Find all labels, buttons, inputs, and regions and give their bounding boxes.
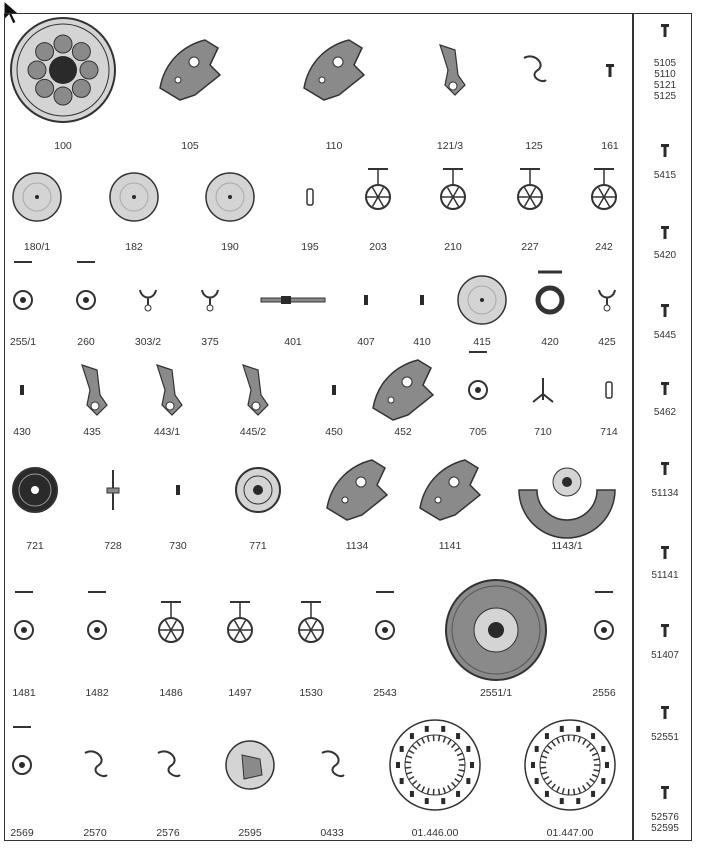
screw-number-label: 52576: [651, 812, 679, 823]
pin-icon: [22, 390, 23, 391]
parts-chart-frame: [4, 13, 692, 841]
screw-number-label: 5420: [653, 250, 677, 261]
part-number-label: 161: [601, 140, 619, 152]
plate-icon: [250, 765, 251, 766]
part-number-label: 2556: [592, 687, 616, 699]
wheel-icon: [171, 630, 172, 631]
bridge-icon: [403, 390, 404, 391]
clip-icon: [148, 300, 149, 301]
part-number-label: 303/2: [134, 336, 162, 348]
gear-icon: [385, 630, 386, 631]
part-number-label: 2595: [238, 827, 262, 839]
screw-icon: [610, 70, 611, 71]
screw-icon: [665, 310, 666, 311]
screw-icon: [665, 30, 666, 31]
day-disc-icon: [570, 765, 571, 766]
gear-icon: [604, 630, 605, 631]
movement-icon: [63, 70, 64, 71]
part-number-label: 728: [104, 540, 122, 552]
jewel-icon: [310, 197, 311, 198]
screw-number-label: 5121: [653, 80, 677, 91]
part-number-label: 450: [325, 426, 343, 438]
screw-number-label: 5110: [654, 69, 676, 80]
part-number-label: 105: [181, 140, 199, 152]
disc-icon: [37, 197, 38, 198]
screw-icon: [665, 630, 666, 631]
screws-column-divider: [632, 13, 634, 841]
part-number-label: 210: [444, 241, 462, 253]
part-number-label: 100: [54, 140, 72, 152]
rotor-icon: [567, 490, 568, 491]
part-number-label: 182: [125, 241, 143, 253]
part-number-label: 721: [26, 540, 44, 552]
screw-number-label: 51141: [651, 570, 679, 581]
pin-icon: [178, 490, 179, 491]
part-number-label: 01.447.00: [546, 827, 594, 839]
part-number-label: 01.446.00: [411, 827, 459, 839]
wheel-icon: [453, 197, 454, 198]
jewel-icon: [609, 390, 610, 391]
part-number-label: 2551/1: [479, 687, 513, 699]
screw-icon: [665, 552, 666, 553]
part-number-label: 705: [469, 426, 487, 438]
screw-number-label: 51407: [651, 650, 679, 661]
part-number-label: 420: [541, 336, 559, 348]
disc-icon: [230, 197, 231, 198]
wheel-icon: [604, 197, 605, 198]
bridge-icon: [190, 70, 191, 71]
screw-icon: [665, 388, 666, 389]
gear-icon: [478, 390, 479, 391]
part-number-label: 2576: [156, 827, 180, 839]
part-number-label: 714: [600, 426, 618, 438]
wheel-icon: [530, 197, 531, 198]
part-number-label: 452: [394, 426, 412, 438]
part-number-label: 1141: [438, 540, 462, 552]
date-disc-icon: [435, 765, 436, 766]
stem-icon: [293, 300, 294, 301]
part-number-label: 710: [534, 426, 552, 438]
lever-icon: [450, 70, 451, 71]
part-number-label: 0433: [320, 827, 344, 839]
wheel-icon: [311, 630, 312, 631]
screw-number-label: 52595: [651, 823, 679, 834]
part-number-label: 1482: [85, 687, 109, 699]
mainplate-icon: [496, 630, 497, 631]
part-number-label: 190: [221, 241, 239, 253]
disc-icon: [134, 197, 135, 198]
part-number-label: 410: [413, 336, 431, 348]
spring-icon: [168, 765, 169, 766]
part-number-label: 2570: [83, 827, 107, 839]
part-number-label: 415: [473, 336, 491, 348]
part-number-label: 1486: [159, 687, 183, 699]
pin-icon: [422, 300, 423, 301]
wheel-icon: [240, 630, 241, 631]
screw-number-label: 5462: [653, 407, 677, 418]
part-number-label: 435: [83, 426, 101, 438]
part-number-label: 1497: [228, 687, 252, 699]
screw-number-label: 51134: [651, 488, 679, 499]
gear-icon: [97, 630, 98, 631]
spring-icon: [332, 765, 333, 766]
screw-icon: [665, 468, 666, 469]
part-number-label: 125: [525, 140, 543, 152]
screw-icon: [665, 712, 666, 713]
spring-icon: [534, 70, 535, 71]
screw-icon: [665, 232, 666, 233]
screw-number-label: 52551: [651, 732, 679, 743]
part-number-label: 401: [284, 336, 302, 348]
part-number-label: 430: [13, 426, 31, 438]
screw-icon: [665, 792, 666, 793]
part-number-label: 227: [521, 241, 539, 253]
bridge-icon: [334, 70, 335, 71]
part-number-label: 425: [598, 336, 616, 348]
lever-icon: [92, 390, 93, 391]
clip-icon: [210, 300, 211, 301]
gear-icon: [22, 765, 23, 766]
part-number-label: 1481: [12, 687, 36, 699]
part-number-label: 242: [595, 241, 613, 253]
staff-icon: [113, 490, 114, 491]
part-number-label: 255/1: [9, 336, 37, 348]
part-number-label: 771: [249, 540, 267, 552]
part-number-label: 407: [357, 336, 375, 348]
part-number-label: 445/2: [239, 426, 267, 438]
screw-number-label: 5125: [653, 91, 677, 102]
part-number-label: 195: [301, 241, 319, 253]
lever-icon: [167, 390, 168, 391]
clip-icon: [607, 300, 608, 301]
wheel-icon: [378, 197, 379, 198]
disc-icon: [482, 300, 483, 301]
part-number-label: 260: [77, 336, 95, 348]
part-number-label: 110: [325, 140, 343, 152]
spring-icon: [95, 765, 96, 766]
part-number-label: 121/3: [436, 140, 464, 152]
screw-number-label: 5445: [653, 330, 677, 341]
barrel-icon: [35, 490, 36, 491]
part-number-label: 2543: [373, 687, 397, 699]
part-number-label: 180/1: [23, 241, 51, 253]
screw-number-label: 5105: [653, 58, 677, 69]
ring-icon: [550, 300, 551, 301]
part-number-label: 1143/1: [551, 540, 583, 552]
lever-icon: [253, 390, 254, 391]
part-number-label: 375: [201, 336, 219, 348]
part-number-label: 443/1: [153, 426, 181, 438]
part-number-label: 1530: [299, 687, 323, 699]
bridge-icon: [357, 490, 358, 491]
gear-icon: [24, 630, 25, 631]
bridge-icon: [450, 490, 451, 491]
fork-icon: [543, 390, 544, 391]
part-number-label: 2569: [10, 827, 34, 839]
balance-icon: [258, 490, 259, 491]
pin-icon: [334, 390, 335, 391]
pin-icon: [366, 300, 367, 301]
screw-icon: [665, 150, 666, 151]
gear-icon: [86, 300, 87, 301]
part-number-label: 730: [169, 540, 187, 552]
part-number-label: 1134: [345, 540, 369, 552]
screw-number-label: 5415: [653, 170, 677, 181]
part-number-label: 203: [369, 241, 387, 253]
gear-icon: [23, 300, 24, 301]
